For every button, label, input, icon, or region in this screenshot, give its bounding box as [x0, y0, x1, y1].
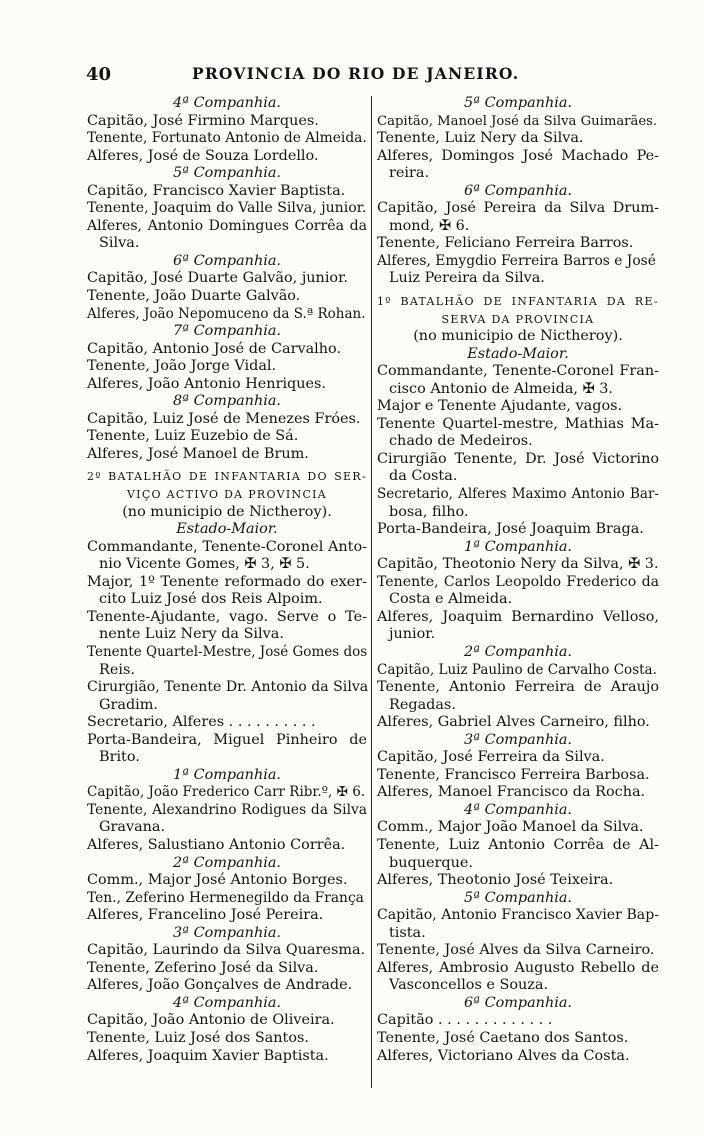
section-heading: 3ª Companhia.: [173, 924, 281, 941]
text-line: Capitão, Luiz José de Menezes Fróes.: [87, 410, 361, 427]
text-line: bosa, filho.: [389, 503, 469, 520]
left-column: [87, 95, 367, 1065]
text-line: Capitão, Manoel José da Silva Guimarães.: [377, 113, 658, 129]
text-line: Capitão, Antonio José de Carvalho.: [87, 340, 342, 357]
text-line: Capitão, Theotonio Nery da Silva, ✠ 3.: [377, 556, 659, 573]
section-heading: 5ª Companhia.: [464, 889, 572, 906]
text-line: Alferes, Ambrosio Augusto Rebello de: [377, 959, 659, 976]
text-line: Capitão, José Pereira da Silva Drum-: [377, 200, 659, 217]
section-heading: Estado-Maior.: [467, 345, 569, 362]
text-line: Capitão, Francisco Xavier Baptista.: [87, 182, 346, 199]
text-line: Tenente, João Jorge Vidal.: [87, 358, 277, 375]
text-line: Alferes, Antonio Domingues Corrêa da: [87, 217, 367, 234]
text-line: Tenente, José Caetano dos Santos.: [377, 1029, 629, 1046]
text-line: junior.: [389, 626, 436, 643]
section-heading: Estado-Maior.: [176, 521, 278, 538]
text-line: mond, ✠ 6.: [389, 217, 470, 234]
text-line: Capitão, João Frederico Carr Ribr.º, ✠ 6.: [87, 784, 366, 801]
column-divider: [371, 96, 372, 1088]
text-line: Alferes, José Manoel de Brum.: [87, 445, 309, 462]
text-line: Vasconcellos e Souza.: [389, 977, 549, 994]
page-header: [80, 64, 620, 90]
text-line: Tenente, Feliciano Ferreira Barros.: [377, 235, 634, 252]
text-line: Alferes, Victoriano Alves da Costa.: [377, 1047, 630, 1064]
running-title: PROVINCIA DO RIO DE JANEIRO.: [192, 64, 520, 83]
text-line: Tenente, Joaquim do Valle Silva, junior.: [87, 200, 367, 217]
section-heading: 4ª Companhia.: [173, 994, 281, 1011]
text-line: Alferes, Francelino José Pereira.: [87, 907, 324, 924]
text-line: Comm., Major José Antonio Borges.: [87, 872, 348, 889]
text-line: Alferes, Salustiano Antonio Corrêa.: [87, 836, 346, 853]
text-line: Tenente Quartel-mestre, Mathias Ma-: [377, 415, 659, 432]
text-line: Costa e Almeida.: [389, 591, 513, 608]
section-heading: 6ª Companhia.: [464, 994, 572, 1011]
text-line: (no municipio de Nictheroy).: [413, 328, 623, 345]
section-heading: 5ª Companhia.: [464, 95, 572, 111]
text-line: Capitão, João Antonio de Oliveira.: [87, 1012, 335, 1029]
text-line: Commandante, Tenente-Coronel Fran-: [377, 363, 659, 380]
text-line: Alferes, João Nepomuceno da S.ª Rohan.: [87, 305, 366, 322]
section-heading: 4ª Companhia.: [173, 95, 281, 111]
text-line: reira.: [389, 165, 430, 182]
text-line: Secretario, Alferes . . . . . . . . . .: [87, 714, 316, 731]
text-line: Silva.: [99, 235, 140, 252]
text-line: cito Luiz José dos Reis Alpoim.: [99, 591, 323, 608]
text-line: Comm., Major João Manoel da Silva.: [377, 819, 644, 836]
text-line: cisco Antonio de Almeida, ✠ 3.: [389, 380, 613, 397]
text-line: Tenente, Luiz Antonio Corrêa de Al-: [377, 836, 659, 853]
text-line: nente Luiz Nery da Silva.: [99, 626, 284, 643]
text-line: (no municipio de Nictheroy).: [122, 503, 332, 520]
section-heading: 4ª Companhia.: [464, 801, 572, 818]
text-line: Porta-Bandeira, Miguel Pinheiro de: [87, 731, 367, 748]
text-line: Major, 1º Tenente reformado do exer-: [87, 573, 367, 590]
text-line: Alferes, João Gonçalves de Andrade.: [87, 977, 353, 994]
text-line: Capitão, Laurindo da Silva Quaresma.: [87, 942, 366, 959]
text-line: Alferes, Joaquim Bernardino Velloso,: [377, 608, 659, 625]
text-line: nio Vicente Gomes, ✠ 3, ✠ 5.: [99, 556, 310, 573]
text-line: Capitão . . . . . . . . . . . . .: [377, 1012, 553, 1029]
text-line: Capitão, José Ferreira da Silva.: [377, 749, 605, 766]
text-line: Alferes, Theotonio José Teixeira.: [377, 872, 614, 889]
text-line: buquerque.: [389, 854, 473, 871]
text-line: Tenente, Alexandrino Rodigues da Silva: [87, 801, 367, 818]
text-line: Tenente-Ajudante, vago. Serve o Te-: [87, 608, 367, 625]
text-line: Tenente, José Alves da Silva Carneiro.: [377, 942, 655, 959]
text-line: tista.: [389, 924, 426, 941]
text-line: Alferes, Emygdio Ferreira Barros e José: [377, 252, 656, 269]
text-line: Tenente, Luiz Euzebio de Sá.: [87, 428, 299, 445]
section-heading: 3ª Companhia.: [464, 731, 572, 748]
text-line: Alferes, Gabriel Alves Carneiro, filho.: [377, 714, 650, 731]
text-line: 1º BATALHÃO DE INFANTARIA DA RE-: [377, 295, 659, 309]
text-line: Tenente, Carlos Leopoldo Frederico da: [377, 573, 659, 590]
text-line: Tenente, Luiz José dos Santos.: [87, 1029, 309, 1046]
section-heading: 8ª Companhia.: [173, 393, 281, 410]
text-line: VIÇO ACTIVO DA PROVINCIA: [126, 488, 328, 502]
text-line: Capitão, José Duarte Galvão, junior.: [87, 270, 348, 287]
page-number: 40: [86, 64, 112, 85]
text-line: Major e Tenente Ajudante, vagos.: [377, 398, 623, 415]
text-line: Gradim.: [99, 696, 158, 713]
text-line: Luiz Pereira da Silva.: [389, 270, 545, 287]
text-line: Gravana.: [99, 819, 166, 836]
text-line: Capitão, Luiz Paulino de Carvalho Costa.: [377, 661, 657, 678]
section-heading: 2ª Companhia.: [464, 643, 572, 660]
section-heading: 6ª Companhia.: [464, 182, 572, 199]
text-line: Brito.: [99, 749, 140, 766]
text-line: da Costa.: [389, 468, 458, 485]
text-line: Alferes, João Antonio Henriques.: [87, 375, 327, 392]
text-line: Tenente Quartel-Mestre, José Gomes dos: [87, 643, 368, 660]
text-line: Cirurgião, Tenente Dr. Antonio da Silva: [87, 679, 369, 696]
text-line: Alferes, José de Souza Lordello.: [87, 147, 319, 164]
text-line: Tenente, Fortunato Antonio de Almeida.: [87, 130, 367, 147]
text-line: Tenente, Francisco Ferreira Barbosa.: [377, 766, 650, 783]
text-line: 2º BATALHÃO DE INFANTARIA DO SER-: [87, 470, 367, 484]
text-line: Tenente, Luiz Nery da Silva.: [377, 130, 584, 147]
text-line: Ten., Zeferino Hermenegildo da França: [87, 889, 364, 906]
text-line: Capitão, Antonio Francisco Xavier Bap-: [377, 907, 659, 924]
text-line: Commandante, Tenente-Coronel Anto-: [87, 538, 367, 555]
section-heading: 6ª Companhia.: [173, 252, 281, 269]
text-line: Alferes, Joaquim Xavier Baptista.: [87, 1047, 329, 1064]
text-line: Cirurgião Tenente, Dr. José Victorino: [377, 450, 659, 467]
text-line: SERVA DA PROVINCIA: [441, 312, 595, 326]
text-line: Alferes, Domingos José Machado Pe-: [377, 147, 659, 164]
text-line: Tenente, Antonio Ferreira de Araujo: [377, 679, 659, 696]
text-line: Tenente, Zeferino José da Silva.: [87, 959, 319, 976]
section-heading: 5ª Companhia.: [173, 165, 281, 182]
text-line: Reis.: [99, 661, 135, 678]
right-column: [377, 95, 659, 1065]
text-line: Regadas.: [389, 696, 456, 713]
text-line: Alferes, Manoel Francisco da Rocha.: [377, 784, 646, 801]
section-heading: 1ª Companhia.: [173, 766, 281, 783]
text-line: Tenente, João Duarte Galvão.: [87, 288, 301, 305]
text-line: Porta-Bandeira, José Joaquim Braga.: [377, 521, 644, 538]
section-heading: 7ª Companhia.: [173, 323, 281, 340]
section-heading: 2ª Companhia.: [173, 854, 281, 871]
section-heading: 1ª Companhia.: [464, 538, 572, 555]
text-line: chado de Medeiros.: [389, 433, 533, 450]
text-line: Secretario, Alferes Maximo Antonio Bar-: [377, 486, 659, 503]
text-line: Capitão, José Firmino Marques.: [87, 112, 319, 129]
